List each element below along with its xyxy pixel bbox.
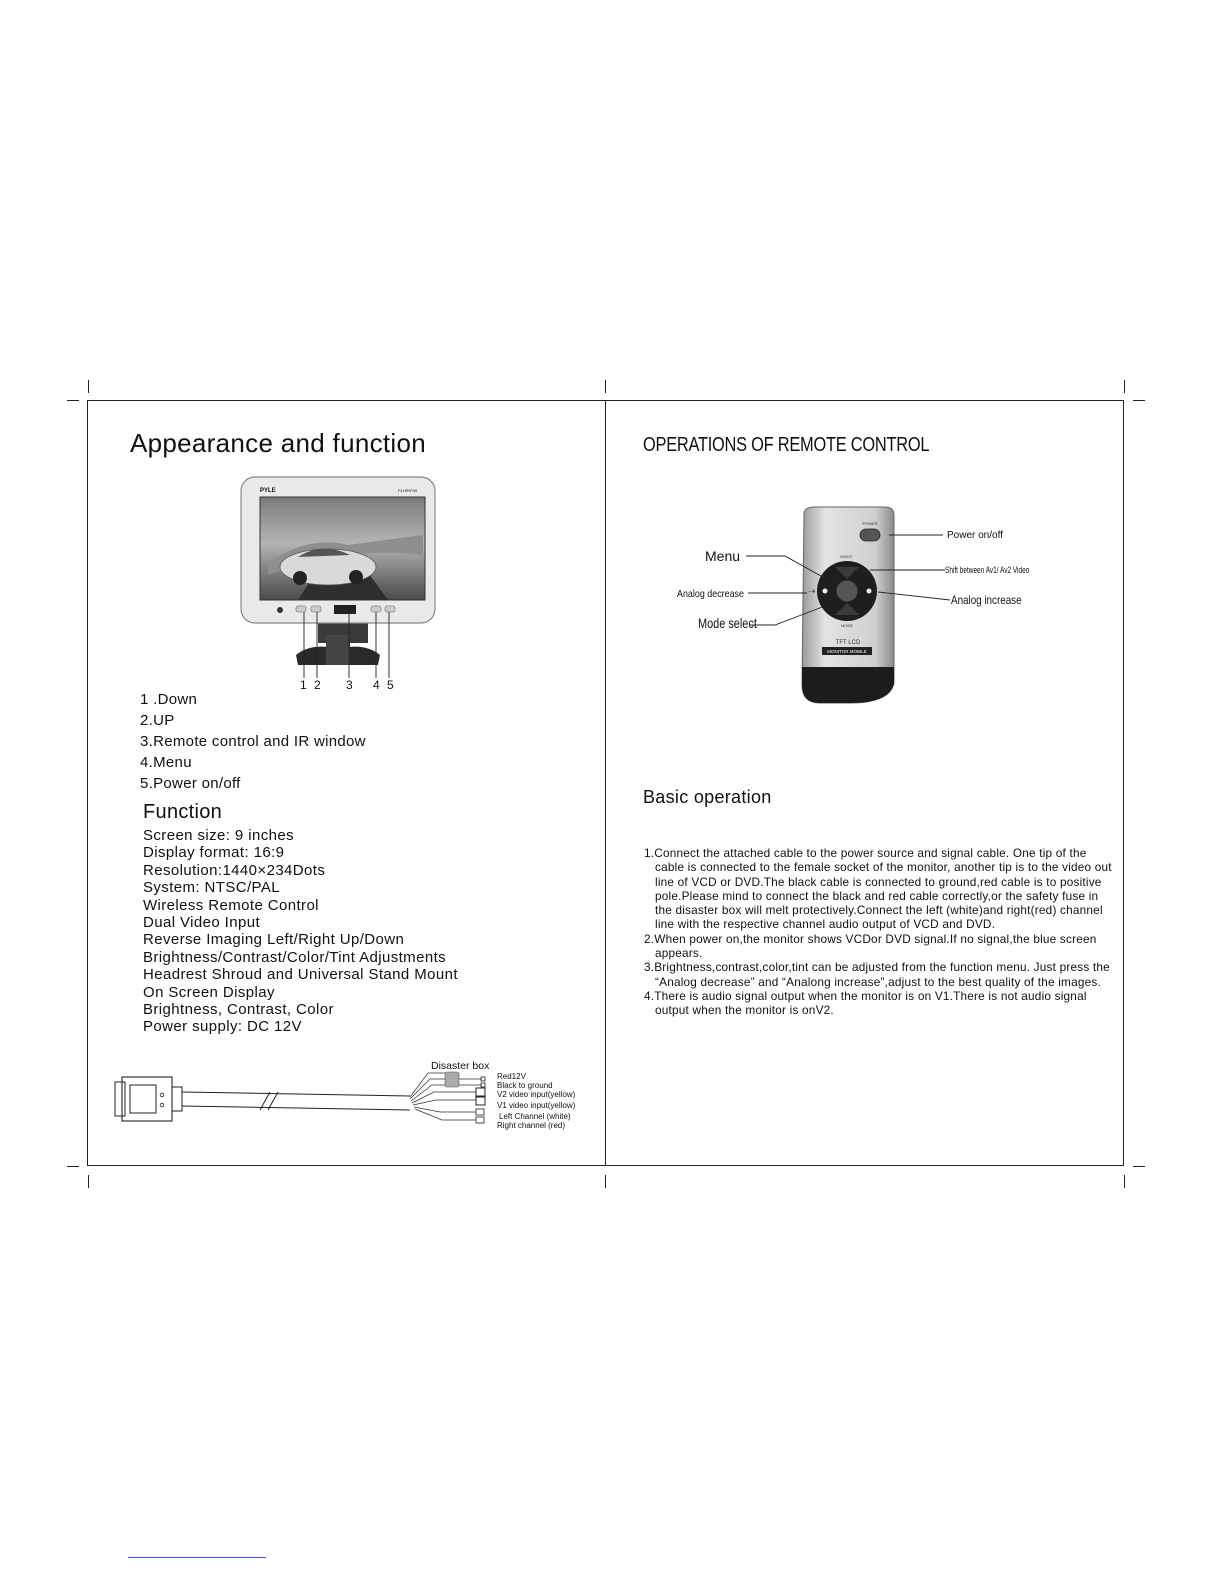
monitor-brand: PYLE [260,488,276,494]
footer-rule [128,1557,266,1558]
wire-label: V1 video input(yellow) [497,1101,576,1110]
page-title: Appearance and function [130,428,427,458]
function-heading: Function [143,801,223,823]
function-list [143,827,458,1036]
mode-select-callout: Mode select [698,615,757,631]
wire-label: Black to ground [497,1081,553,1090]
crop-mark [67,400,79,401]
power-callout: Power on/off [947,530,1003,541]
menu-callout: Menu [705,548,741,564]
callout-number: 2 [314,678,321,692]
operations-list [644,846,1114,1018]
function-item: On Screen Display [143,983,275,1001]
function-item: Reverse Imaging Left/Right Up/Down [143,931,405,949]
analog-decrease-callout: Analog decrease [677,588,744,600]
function-item: Screen size: 9 inches [143,827,294,844]
callout-number: 4 [373,678,380,692]
wire-label: Left Channel (white) [499,1112,571,1121]
operation-item: 2.When power on,the monitor shows VCDor DVD signal.If no signal,the blue screen appears. [644,931,1097,961]
operation-item: 3.Brightness,contrast,color,tint can be adjusted from the function menu. Just press the “Analog decrease” and “Analong increase”,adjust to the best quality of the images. [644,960,1110,989]
part-item: 5.Power on/off [140,775,241,792]
crop-mark [1124,380,1125,393]
crop-mark [1124,1175,1125,1188]
crop-mark [1133,1166,1145,1167]
monitor-illustration [238,475,438,680]
function-item: Headrest Shroud and Universal Stand Mount [143,966,458,984]
function-item: Resolution:1440×234Dots [143,861,326,879]
remote-brand-text: TFT LCD [835,640,861,646]
function-item: Display format: 16:9 [143,844,285,862]
basic-operation-heading: Basic operation [643,787,772,807]
operation-item: 1.Connect the attached cable to the power source and signal cable. One tip of the cable is connected to the female socket of the monitor, another tip is to the video out line of VCD or DVD.The black cable is connected to ground,red cable is to positive pole.Please mind to connect the black and red cable correctly,or the safety fuse in the disaster box will melt protectively.Connect the left (white)and right(red) channel line with the respective channel audio output of VCD and DVD. [644,846,1112,932]
part-item: 1 .Down [140,691,198,708]
disaster-box-label: Disaster box [431,1060,490,1072]
shift-callout: Shift between Av1/ Av2 Video [945,565,1030,575]
wire-label: Red12V [497,1072,526,1081]
monitor-model: PLHR9TW [398,488,418,493]
function-item: Power supply: DC 12V [143,1018,302,1036]
crop-mark [605,1175,606,1188]
crop-mark [1133,400,1145,401]
wire-label: Right channel (red) [497,1121,566,1130]
page-divider [605,400,606,1166]
crop-mark [67,1166,79,1167]
part-item: 3.Remote control and IR window [140,733,366,750]
operation-item: 4.There is audio signal output when the monitor is on V1.There is not audio signal output when the monitor is onV2. [644,988,1087,1018]
function-item: Brightness/Contrast/Color/Tint Adjustments [143,948,447,966]
crop-mark [88,380,89,393]
crop-mark [88,1175,89,1188]
function-item: Brightness, Contrast, Color [143,1001,334,1019]
callout-number: 3 [346,678,353,692]
remote-callout-lines [740,530,960,630]
page-title: OPERATIONS OF REMOTE CONTROL [643,434,930,456]
analog-increase-callout: Analog increase [951,593,1022,607]
remote-plate-text: MONITOR MOBILE [827,649,867,654]
function-item: Wireless Remote Control [143,896,319,914]
callout-number: 5 [387,678,394,692]
part-item: 2.UP [140,712,175,729]
parts-list [140,689,366,794]
wire-label: V2 video input(yellow) [497,1090,576,1099]
function-item: Dual Video Input [143,914,261,932]
left-arrow-icon: ➝ [808,587,816,597]
remote-power-text: POWER [862,521,878,526]
part-item: 4.Menu [140,754,192,771]
crop-mark [605,380,606,393]
function-item: System: NTSC/PAL [143,879,280,897]
callout-number: 1 [300,678,307,692]
remote-mode-text: MODE [841,623,853,628]
remote-video-text: VIDEO [839,554,853,559]
cable-diagram [110,1065,500,1135]
